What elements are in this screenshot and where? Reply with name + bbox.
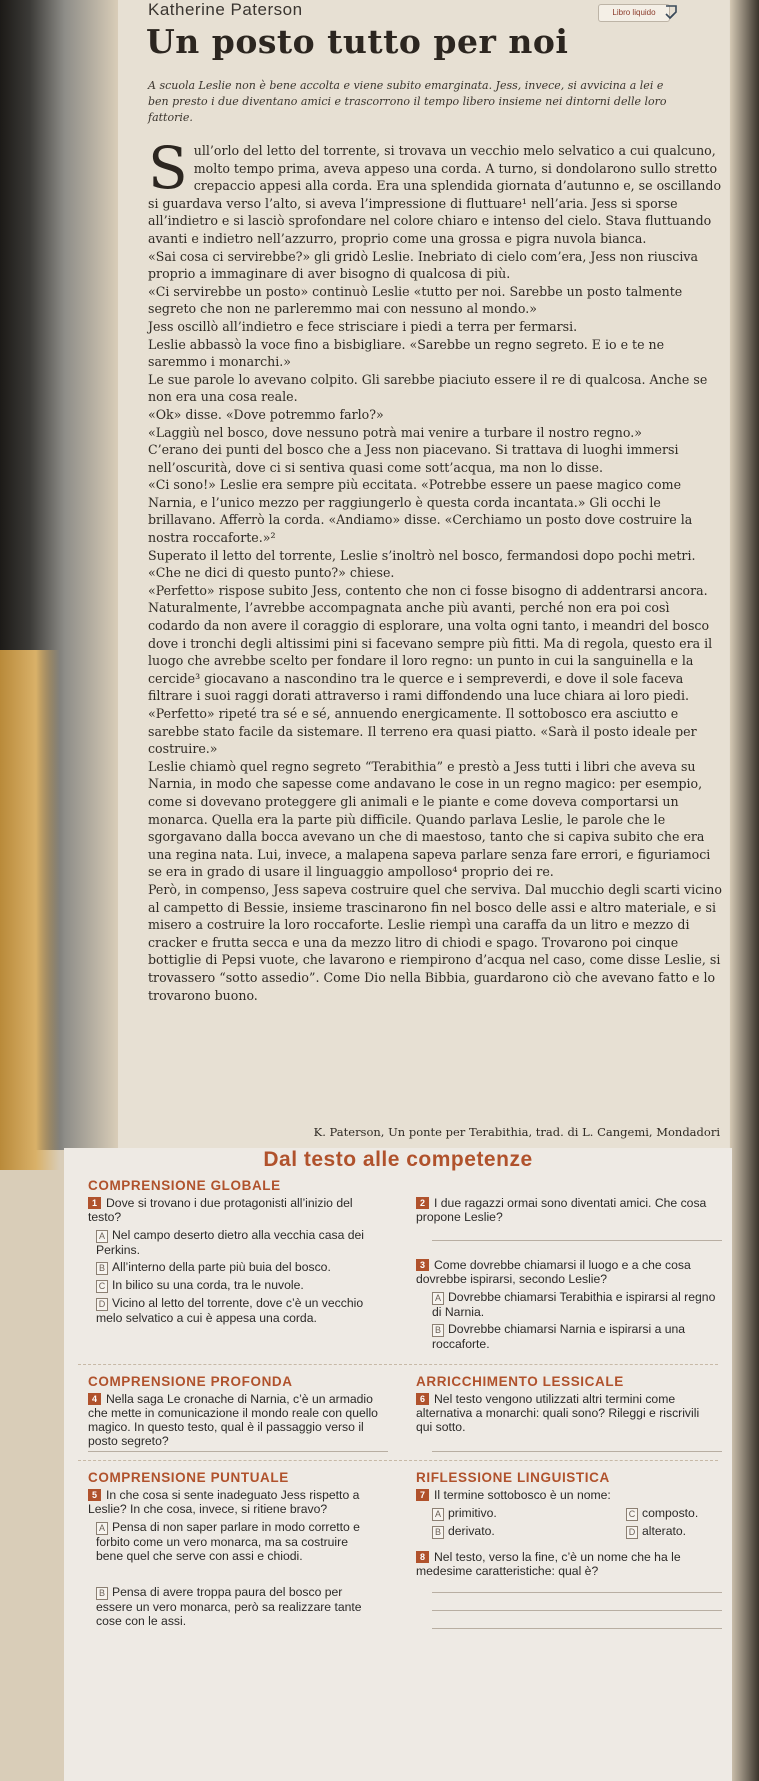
option-checkbox[interactable]: C [626, 1508, 638, 1521]
option-text: Pensa di non saper parlare in modo corretto e forbito come un vero monarca, ma sa costruire bene quel che serve con assi e chiodi. [96, 1520, 360, 1563]
question-text: Dove si trovano i due protagonisti all’inizio del testo? [88, 1196, 353, 1224]
option-text: alterato. [642, 1524, 687, 1538]
answer-option[interactable] [96, 1278, 396, 1293]
option-text: composto. [642, 1506, 699, 1520]
wood-edge [0, 650, 60, 1170]
story-paragraph: Leslie chiamò quel regno segreto “Terabithia” e prestò a Jess tutti i libri che aveva su Narnia, in modo che sapesse come andavano le cose in un regno magico: per esempio, come si dovevano proteggere gli animali e le piante e come doveva comportarsi un monarca. Quella era la parte più difficile. Quando parlava Leslie, le parole che le sgorgavano dalla bocca avevano un che di maestoso, tanto che si capiva subito che era una regina nata. Lui, invece, a malapena sapeva parlare senza fare errori, e figuriamoci se era in grado di usare il linguaggio ampolloso⁴ proprio dei re. [148, 758, 711, 880]
page-edge-shadow [729, 0, 759, 1781]
section-heading-comprensione-puntuale: COMPRENSIONE PUNTUALE [88, 1470, 289, 1485]
author-name: Katherine Paterson [148, 0, 303, 19]
option-checkbox[interactable]: B [96, 1262, 108, 1275]
question-number: 3 [416, 1259, 429, 1271]
answer-option[interactable] [432, 1322, 722, 1351]
question-text: I due ragazzi ormai sono diventati amici. Che cosa propone Leslie? [416, 1196, 707, 1224]
story-paragraph: «Laggiù nel bosco, dove nessuno potrà mai venire a turbare il nostro regno.» [148, 424, 642, 440]
drop-cap: S [148, 134, 188, 202]
answer-line[interactable] [432, 1592, 722, 1593]
answer-option[interactable] [626, 1524, 686, 1539]
exercise-title: Dal testo alle competenze [263, 1148, 533, 1171]
story-paragraph: ull’orlo del letto del torrente, si trovava un vecchio melo selvatico a cui qualcuno, molto tempo prima, aveva appeso una corda. A turno, si dondolarono sullo stretto crepaccio appesi alla corda. Era una splendida giornata d’autunno e, se oscillando si guardava verso l’alto, si aveva l’impressione di fluttuare¹ nell’aria. Jess si sporse all’indietro e si lasciò sprofondare nel colore chiaro e intenso del cielo. Stava fluttuando avanti e indietro nell’azzurro, proprio come una grossa e pigra nuvola bianca. [148, 143, 722, 246]
option-checkbox[interactable]: B [432, 1526, 444, 1539]
question-number: 5 [88, 1489, 101, 1501]
option-text: All’interno della parte più buia del bosco. [112, 1260, 331, 1274]
question-1 [88, 1196, 388, 1224]
answer-option[interactable] [626, 1506, 698, 1521]
question-text: In che cosa si sente inadeguato Jess rispetto a Leslie? In che cosa, invece, si ritiene bravo? [88, 1488, 360, 1516]
story-paragraph: Le sue parole lo avevano colpito. Gli sarebbe piaciuto essere il re di qualcosa. Anche se non era una cosa reale. [148, 371, 708, 405]
answer-line[interactable] [432, 1451, 722, 1452]
question-number: 1 [88, 1197, 101, 1209]
question-text: Nel testo vengono utilizzati altri termini come alternativa a monarchi: quali sono? Rileggi e riscrivili qui sotto. [416, 1392, 700, 1434]
story-paragraph: Superato il letto del torrente, Leslie s’inoltrò nel bosco, fermandosi dopo pochi metri. [148, 547, 696, 563]
answer-option[interactable] [432, 1506, 497, 1521]
story-paragraph: Leslie abbassò la voce fino a bisbigliare. «Sarebbe un regno segreto. E io e te ne saremmo i monarchi.» [148, 336, 665, 370]
option-checkbox[interactable]: A [96, 1522, 108, 1535]
question-number: 7 [416, 1489, 429, 1501]
libro-liquido-badge[interactable]: Libro liquido [598, 4, 670, 22]
option-text: Dovrebbe chiamarsi Narnia e ispirarsi a una roccaforte. [432, 1322, 686, 1351]
question-text: Nella saga Le cronache di Narnia, c’è un armadio che mette in comunicazione il mondo reale con quello magico. In questo testo, qual è il passaggio verso il posto segreto? [88, 1392, 378, 1448]
question-3 [416, 1258, 716, 1286]
option-checkbox[interactable]: B [96, 1587, 108, 1600]
option-text: Pensa di avere troppa paura del bosco per essere un vero monarca, però sa realizzare tante cose con le assi. [96, 1585, 362, 1628]
answer-option[interactable] [432, 1524, 495, 1539]
section-divider [78, 1364, 718, 1365]
exercise-section [64, 1148, 732, 1781]
answer-option[interactable] [432, 1290, 722, 1319]
answer-line[interactable] [432, 1628, 722, 1629]
story-paragraph: «Ok» disse. «Dove potremmo farlo?» [148, 406, 384, 422]
story-paragraph: «Perfetto» ripeté tra sé e sé, annuendo energicamente. Il sottobosco era asciutto e sarebbe stato facile da sistemare. Il terreno era quasi piatto. «Sarà il posto ideale per costruire.» [148, 706, 697, 757]
option-checkbox[interactable]: D [96, 1298, 108, 1311]
story-paragraph: Jess oscillò all’indietro e fece strisciare i piedi a terra per fermarsi. [148, 318, 578, 334]
story-paragraph: «Che ne dici di questo punto?» chiese. [148, 565, 395, 581]
option-text: primitivo. [448, 1506, 497, 1520]
question-number: 4 [88, 1393, 101, 1405]
page-title: Un posto tutto per noi [146, 22, 569, 61]
answer-option[interactable] [96, 1520, 366, 1563]
answer-option[interactable] [96, 1228, 396, 1257]
section-divider [78, 1460, 718, 1461]
return-arrow-icon[interactable] [662, 2, 682, 24]
question-4 [88, 1392, 393, 1448]
answer-line[interactable] [88, 1451, 388, 1452]
question-5 [88, 1488, 388, 1516]
section-heading-riflessione-linguistica: RIFLESSIONE LINGUISTICA [416, 1470, 610, 1485]
story-text [148, 134, 722, 1004]
question-text: Come dovrebbe chiamarsi il luogo e a che cosa dovrebbe ispirarsi, secondo Leslie? [416, 1258, 691, 1286]
question-number: 2 [416, 1197, 429, 1209]
question-6 [416, 1392, 716, 1434]
question-number: 8 [416, 1551, 429, 1563]
source-credit: K. Paterson, Un ponte per Terabithia, trad. di L. Cangemi, Mondadori [313, 1125, 720, 1139]
answer-line[interactable] [432, 1240, 722, 1241]
question-text: Il termine sottobosco è un nome: [434, 1488, 611, 1502]
option-checkbox[interactable]: A [432, 1292, 444, 1305]
section-heading-comprensione-profonda: COMPRENSIONE PROFONDA [88, 1374, 293, 1389]
question-7 [416, 1488, 716, 1502]
story-paragraph: Però, in compenso, Jess sapeva costruire quel che serviva. Dal mucchio degli scarti vicino al campetto di Bessie, insieme trascinarono fin nel bosco delle assi e altro materiale, e si misero a costruire la loro roccaforte. Leslie riempì una caraffa da un litro e mezzo di cracker e frutta secca e una da mezzo litro di chiodi e spago. Trovarono poi cinque bottiglie di Pepsi vuote, che lavarono e riempirono d’acqua nel caso, come disse Leslie, si trovassero “sotto assedio”. Come Dio nella Bibbia, guardarono ciò che avevano fatto e lo trovarono buono. [148, 881, 722, 1003]
option-checkbox[interactable]: A [96, 1230, 108, 1243]
answer-option[interactable] [96, 1585, 366, 1628]
option-checkbox[interactable]: D [626, 1526, 638, 1539]
option-text: Dovrebbe chiamarsi Terabithia e ispirarsi al regno di Narnia. [432, 1290, 716, 1319]
option-text: derivato. [448, 1524, 495, 1538]
story-paragraph: «Sai cosa ci servirebbe?» gli gridò Leslie. Inebriato di cielo com’era, Jess non riusciva proprio a immaginare di aver bisogno di qualcosa di più. [148, 248, 698, 282]
option-text: Nel campo deserto dietro alla vecchia casa dei Perkins. [96, 1228, 365, 1257]
option-text: Vicino al letto del torrente, dove c’è un vecchio melo selvatico a cui è appesa una corda. [96, 1296, 364, 1325]
question-8 [416, 1550, 721, 1578]
question-2 [416, 1196, 716, 1224]
answer-option[interactable] [96, 1296, 366, 1325]
intro-summary: A scuola Leslie non è bene accolta e viene subito emarginata. Jess, invece, si avvicina a lei e ben presto i due diventano amici e trascorrono il tempo libero insieme nei dintorni delle loro fattorie. [148, 79, 667, 124]
story-paragraph: C’erano dei punti del bosco che a Jess non piacevano. Si trattava di luoghi immersi nell’oscurità, dove ci si sentiva quasi come sott’acqua, ma non lo disse. [148, 442, 679, 475]
section-heading-comprensione-globale: COMPRENSIONE GLOBALE [88, 1178, 281, 1193]
answer-line[interactable] [432, 1610, 722, 1611]
option-text: In bilico su una corda, tra le nuvole. [112, 1278, 304, 1292]
question-text: Nel testo, verso la fine, c’è un nome che ha le medesime caratteristiche: qual è? [416, 1550, 681, 1578]
option-checkbox[interactable]: C [96, 1280, 108, 1293]
story-paragraph: «Perfetto» rispose subito Jess, contento che non ci fosse bisogno di addentrarsi ancora. Naturalmente, l’avrebbe accompagnata anche più avanti, perché non era poi così codardo da non avere il coraggio di esplorare, una volta ogni tanto, i meandri del bosco dove i tronchi degli altissimi pini si facevano sempre più fitti. Ma di regola, questo era il luogo che avrebbe scelto per fondare il loro regno: un punto in cui la sanguinella e la cercide³ giocavano a nascondino tra le querce e i sempreverdi, e dove il sole faceva filtrare i suoi raggi dorati attraverso i rami diffondendo una luce chiara ai loro piedi. [148, 582, 713, 704]
option-checkbox[interactable]: A [432, 1508, 444, 1521]
question-number: 6 [416, 1393, 429, 1405]
answer-option[interactable] [96, 1260, 396, 1275]
story-paragraph: «Ci sono!» Leslie era sempre più eccitata. «Potrebbe essere un paese magico come Narnia, e l’unico mezzo per raggiungerlo è questa corda incantata.» Gli occhi le brillavano. Afferrò la corda. «Andiamo» disse. «Cerchiamo un posto dove costruire la nostra roccaforte.»² [148, 477, 693, 546]
section-heading-arricchimento-lessicale: ARRICCHIMENTO LESSICALE [416, 1374, 624, 1389]
option-checkbox[interactable]: B [432, 1324, 444, 1337]
story-paragraph: «Ci servirebbe un posto» continuò Leslie «tutto per noi. Sarebbe un posto talmente segreto che non ne parleremmo mai con nessuno al mondo.» [148, 283, 683, 317]
